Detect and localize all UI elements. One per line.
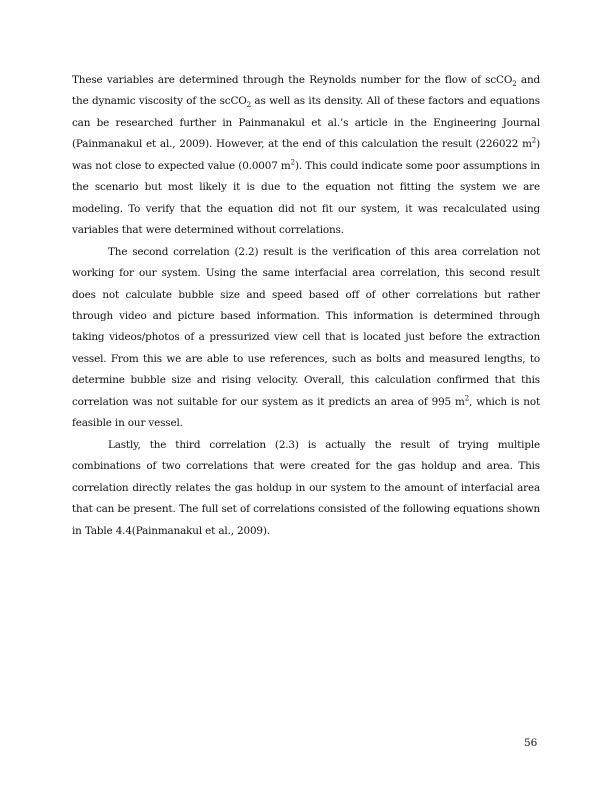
paragraph-2: The second correlation (2.2) result is the verification of this area correlation not working for our system. Using the same interfacial area correlation, this second result does not calculate bubble size and speed based off of other correlations but rather through video and picture based information. This information is determined through taking videos/photos of a pressurized view cell that is located just before the extraction vessel. From this we are able to use references, such as bolts and measured lengths, to determine bubble size and rising velocity. Overall, this calculation confirmed that this correlation was not suitable for our system as it predicts an area of 995 $m^2$, which is not feasible in our vessel. (72, 245, 540, 430)
paragraph-1: These variables are determined through the Reynolds number for the flow of scCO$_2$ and the dynamic viscosity of the scCO$_2$ as well as its density. All of these factors and equations can be researched further in Painmanakul et al.’s article in the Engineering Journal (Painmanakul et al., 2009). However, at the end of this calculation the result (226022 $m^2$) was not close to expected value (0.0007 $m^2$). This could indicate some poor assumptions in the scenario but most likely it is due to the equation not fitting the system we are modeling. To verify that the equation did not fit our system, it was recalculated using variables that were determined without correlations. (72, 74, 540, 237)
page-number: 56 (524, 737, 538, 749)
paragraph-3: Lastly, the third correlation (2.3) is actually the result of trying multiple combinations of two correlations that were created for the gas holdup and area. This correlation directly relates the gas holdup in our system to the amount of interfacial area that can be present. The full set of correlations consisted of the following equations shown in Table 4.4(Painmanakul et al., 2009). (72, 438, 540, 537)
body-text (72, 70, 540, 542)
